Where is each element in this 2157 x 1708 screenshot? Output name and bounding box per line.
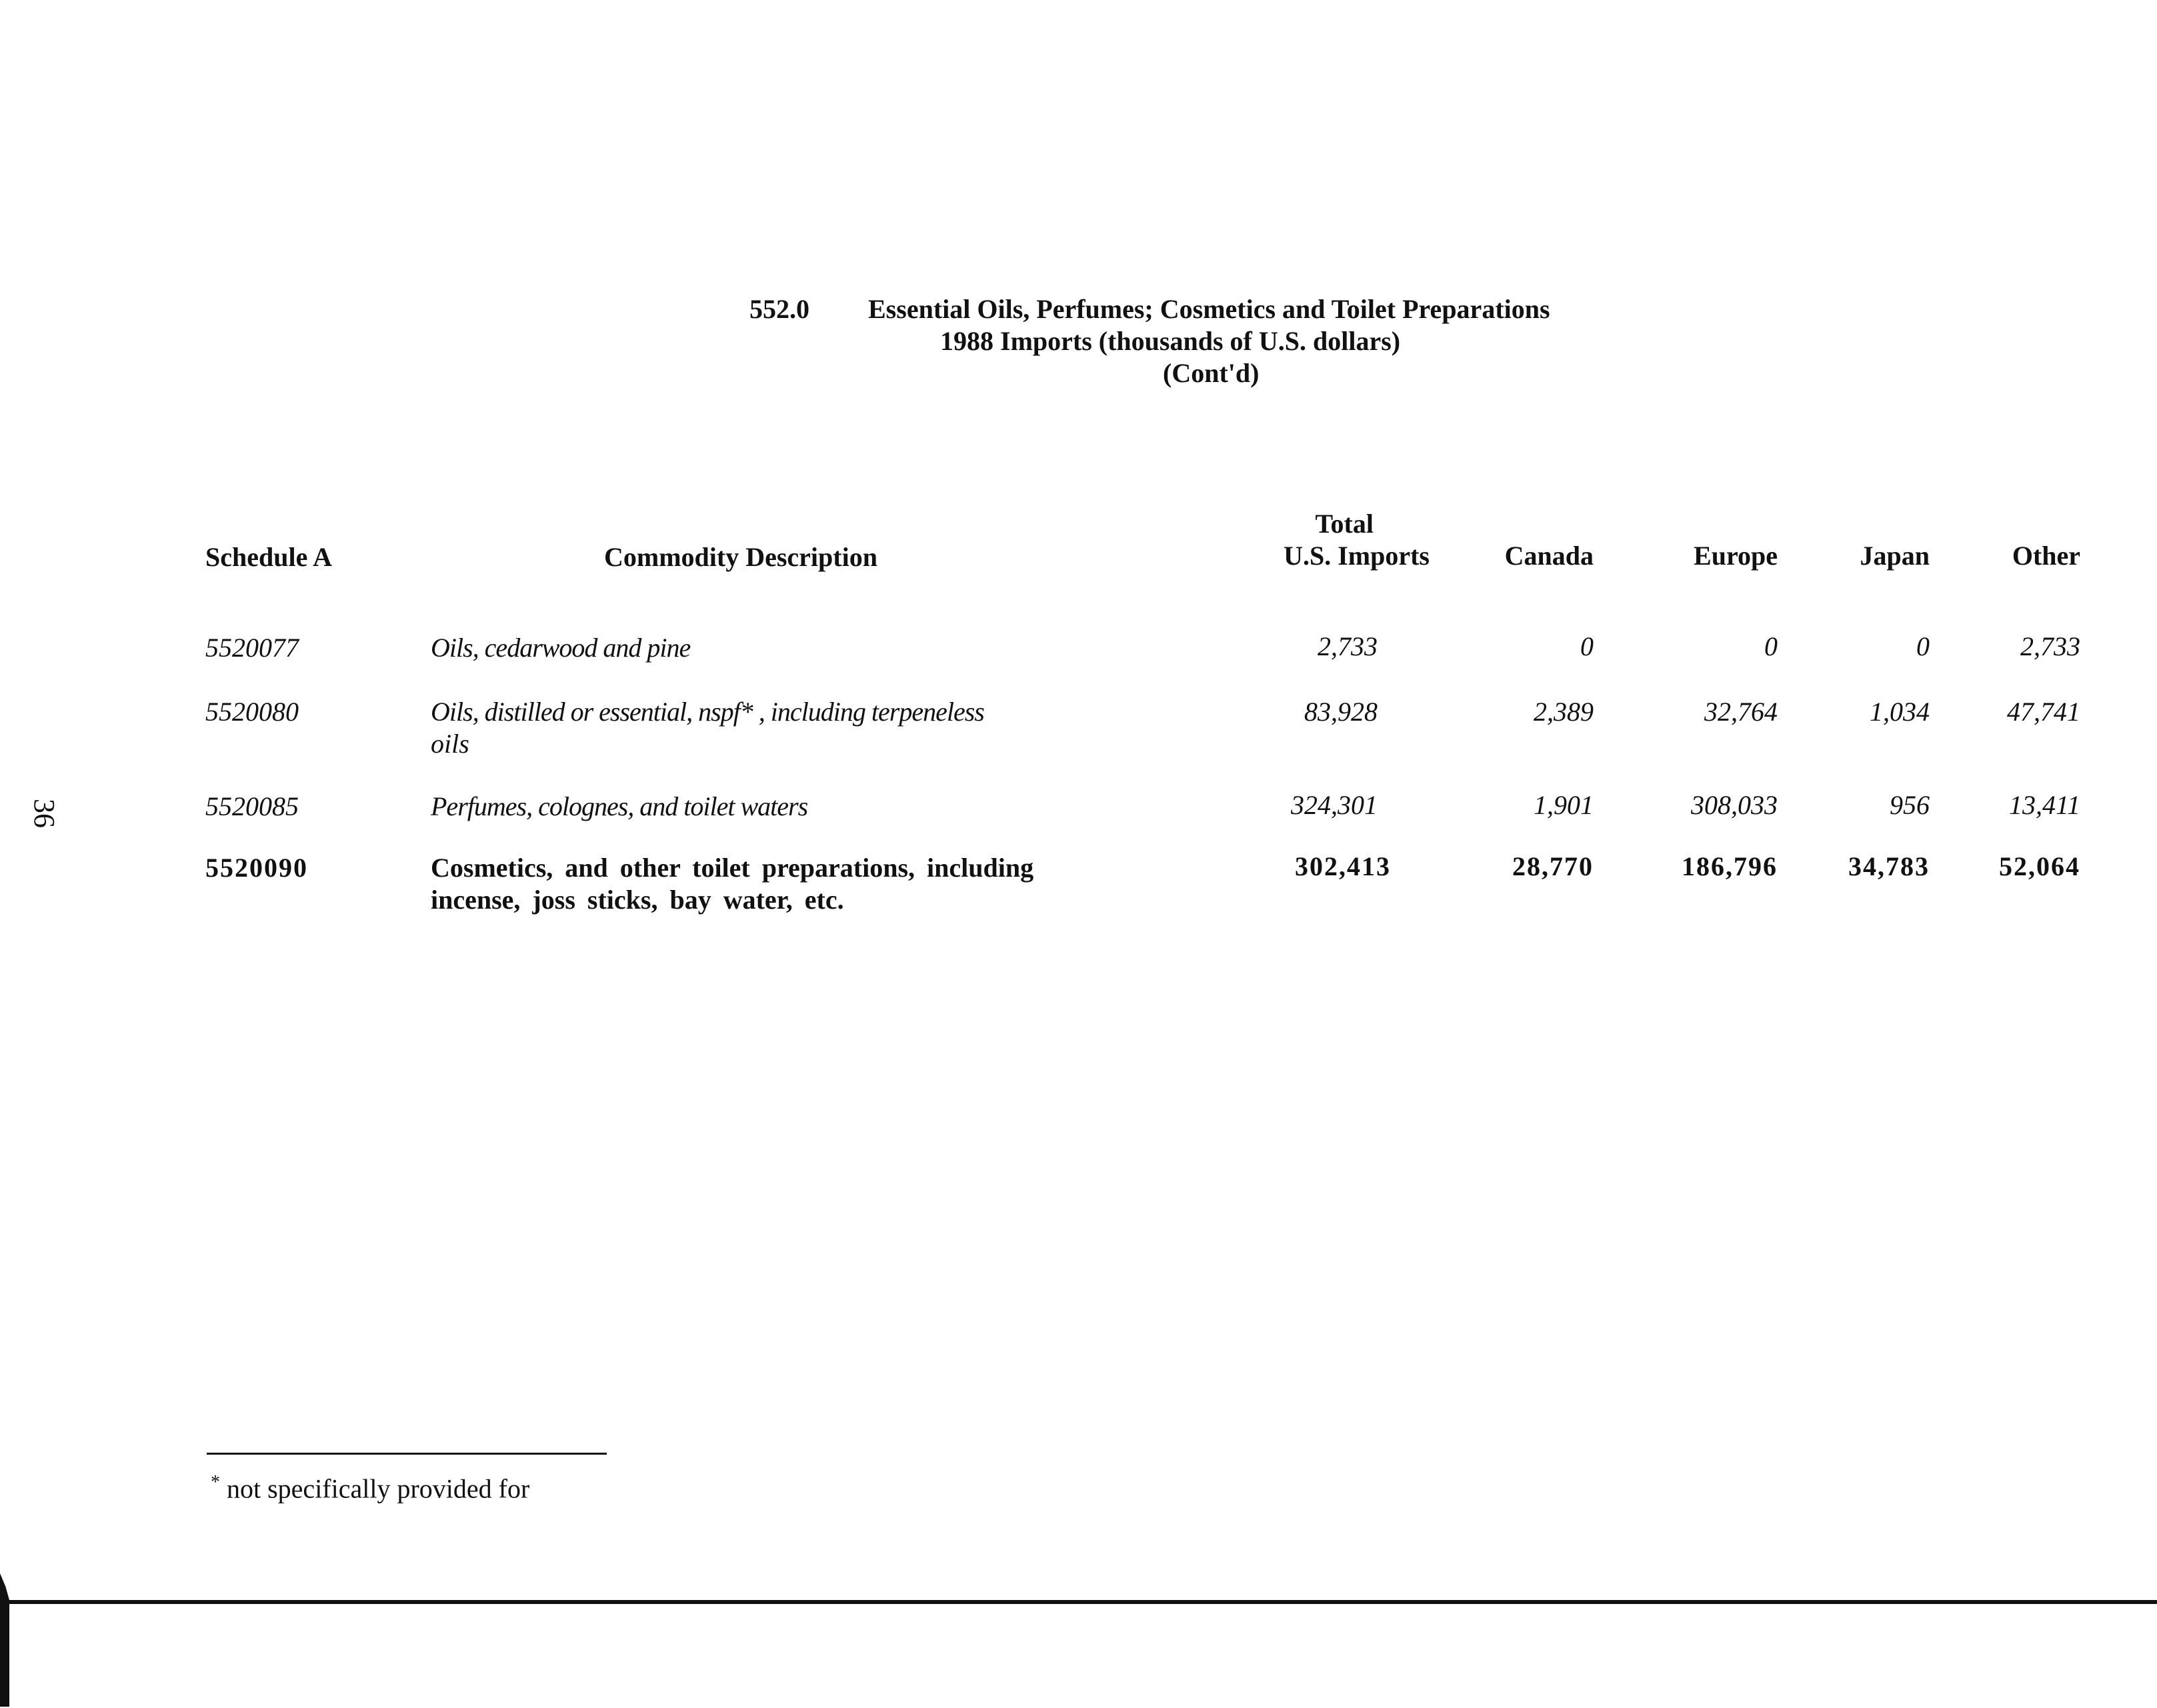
cell-other: 47,741 [2007,697,2080,727]
title-subtitle: 1988 Imports (thousands of U.S. dollars) [940,326,1401,356]
cell-other: 13,411 [2008,790,2080,820]
footnote-rule [207,1453,607,1455]
cell-description: Cosmetics, and other toilet preparations, including [431,853,1034,883]
cell-schedule: 5520085 [205,791,299,821]
header-description: Commodity Description [604,542,877,572]
title-continued: (Cont'd) [1163,358,1260,388]
cell-schedule: 5520080 [205,697,299,727]
title-main: Essential Oils, Perfumes; Cosmetics and Toilet Preparations [868,294,1550,324]
cell-europe: 308,033 [1691,790,1778,820]
cell-description-cont: incense, joss sticks, bay water, etc. [431,885,844,915]
cell-other: 2,733 [2020,631,2080,661]
page-number: 36 [28,799,61,828]
cell-schedule: 5520077 [205,633,299,663]
title-code: 552.0 [749,294,809,324]
header-total-line1: Total [1315,509,1374,539]
header-total-line2: U.S. Imports [1284,541,1430,571]
cell-europe: 32,764 [1704,697,1778,727]
cell-japan: 0 [1916,631,1930,661]
header-canada: Canada [1504,541,1594,571]
cell-canada: 0 [1580,631,1594,661]
header-schedule: Schedule A [205,542,333,572]
bottom-rule [0,1600,2157,1604]
cell-canada: 1,901 [1534,790,1594,820]
cell-other: 52,064 [1999,851,2080,881]
header-other: Other [2012,541,2080,571]
cell-europe: 186,796 [1682,851,1778,881]
cell-japan: 956 [1890,790,1930,820]
footnote-marker: * [211,1472,220,1493]
scan-edge-mark [0,1573,9,1707]
footnote [211,1472,529,1504]
cell-total: 2,733 [1318,631,1378,661]
cell-japan: 34,783 [1848,851,1930,881]
cell-canada: 2,389 [1534,697,1594,727]
cell-canada: 28,770 [1512,851,1594,881]
cell-description-cont: oils [431,729,469,759]
cell-total: 324,301 [1291,790,1378,820]
cell-europe: 0 [1764,631,1778,661]
cell-schedule: 5520090 [205,853,308,883]
header-europe: Europe [1694,541,1778,571]
footnote-text: not specifically provided for [227,1473,530,1504]
cell-description: Perfumes, colognes, and toilet waters [431,791,808,821]
cell-total: 302,413 [1295,851,1391,881]
cell-description: Oils, distilled or essential, nspf* , including terpeneless [431,697,984,727]
header-japan: Japan [1860,541,1930,571]
cell-description: Oils, cedarwood and pine [431,633,691,663]
cell-japan: 1,034 [1870,697,1930,727]
cell-total: 83,928 [1304,697,1378,727]
